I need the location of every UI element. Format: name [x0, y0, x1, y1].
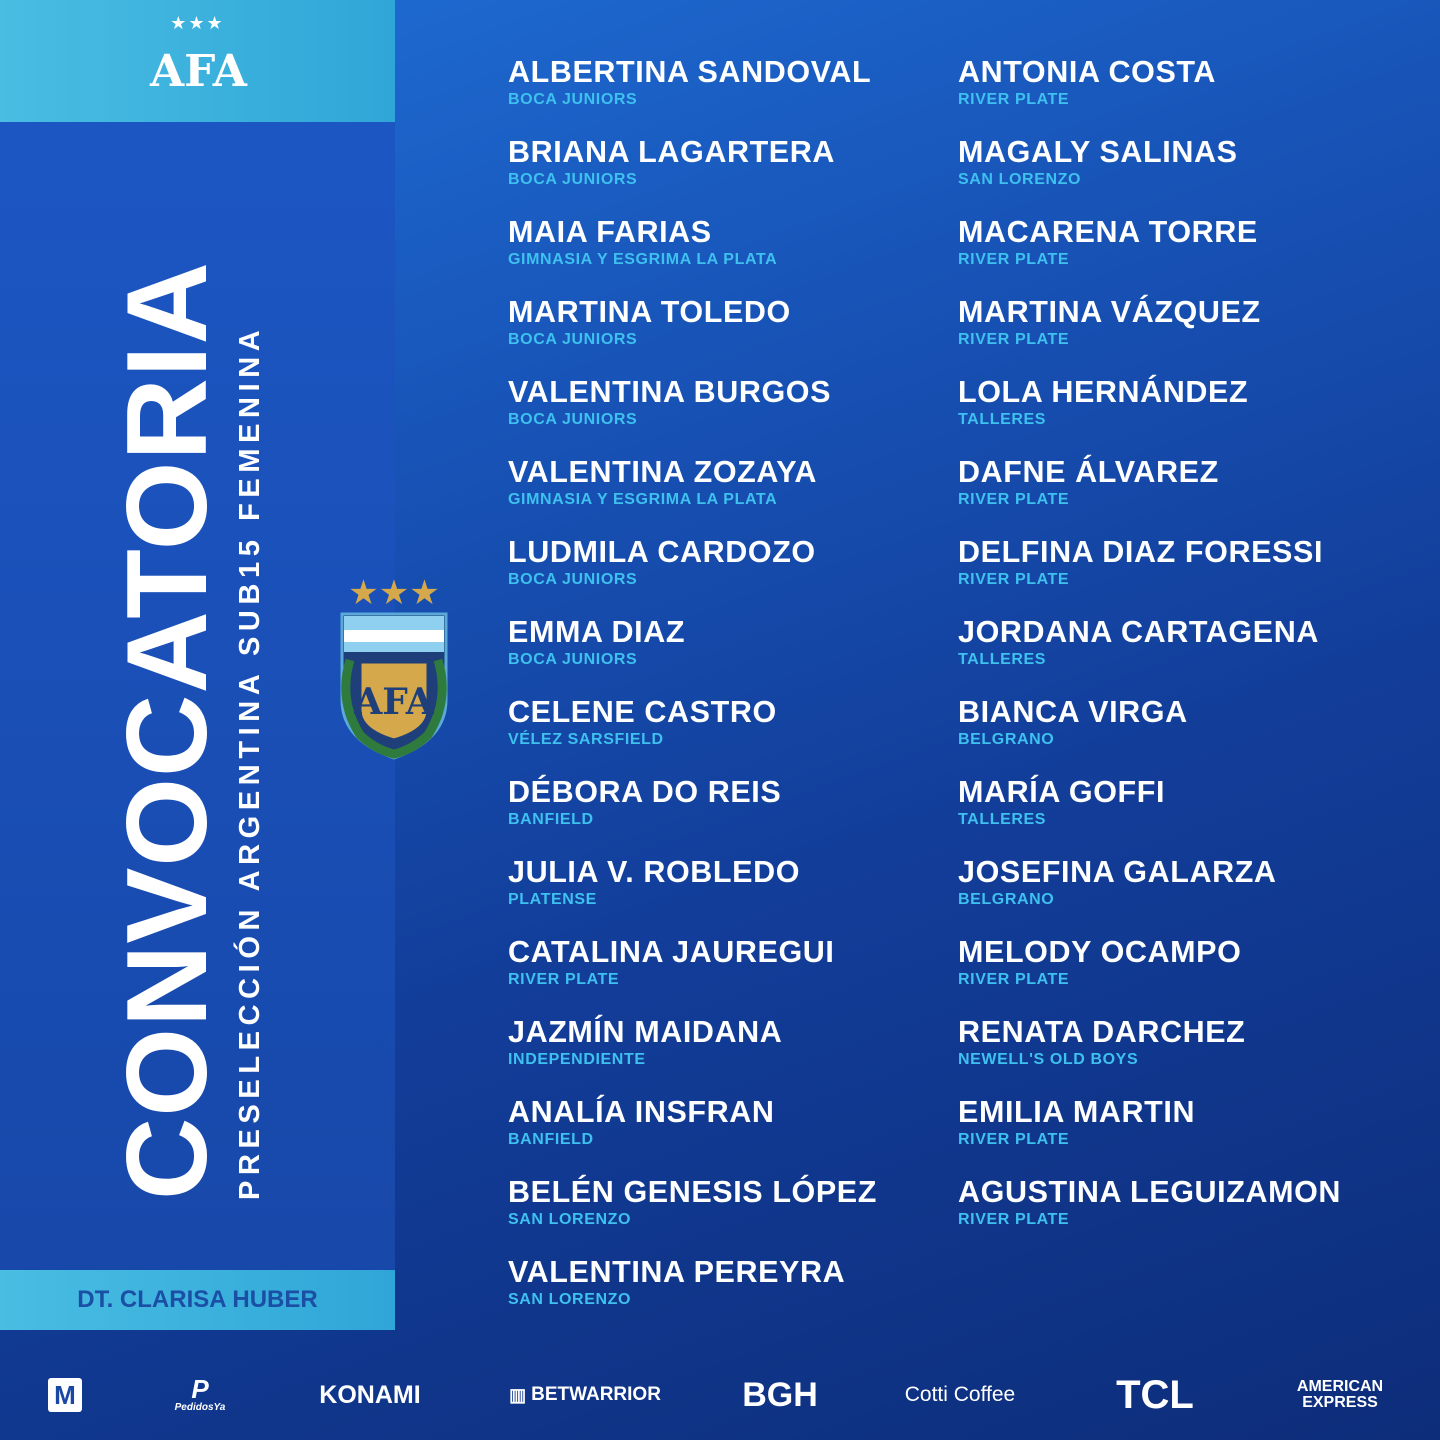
- player-club: NEWELL'S OLD BOYS: [958, 1051, 1139, 1068]
- player-club: RIVER PLATE: [958, 971, 1070, 988]
- player-name: ANALÍA INSFRAN: [508, 1095, 775, 1129]
- player-club: SAN LORENZO: [508, 1291, 632, 1308]
- player-club: BOCA JUNIORS: [508, 91, 638, 108]
- player-club: GIMNASIA Y ESGRIMA LA PLATA: [508, 251, 778, 268]
- player-name: MAGALY SALINAS: [958, 135, 1238, 169]
- sponsor-tcl: TCL: [1116, 1372, 1194, 1417]
- coach-label: DT. CLARISA HUBER: [77, 1286, 318, 1313]
- player-entry: [958, 774, 1341, 854]
- player-club: RIVER PLATE: [958, 571, 1070, 588]
- player-name: BIANCA VIRGA: [958, 695, 1188, 729]
- player-entry: [508, 854, 877, 934]
- player-club: BOCA JUNIORS: [508, 171, 638, 188]
- player-club: RIVER PLATE: [958, 331, 1070, 348]
- player-entry: [958, 534, 1341, 614]
- player-name: CELENE CASTRO: [508, 695, 777, 729]
- player-name: MARÍA GOFFI: [958, 775, 1166, 809]
- player-name: MACARENA TORRE: [958, 215, 1258, 249]
- player-club: SAN LORENZO: [508, 1211, 632, 1228]
- player-name: ALBERTINA SANDOVAL: [508, 55, 872, 89]
- player-entry: [958, 294, 1341, 374]
- player-entry: [508, 54, 877, 134]
- player-entry: [508, 774, 877, 854]
- player-entry: [958, 1094, 1341, 1174]
- player-entry: [958, 374, 1341, 454]
- player-name: MELODY OCAMPO: [958, 935, 1242, 969]
- player-club: BANFIELD: [508, 1131, 594, 1148]
- player-entry: [958, 214, 1341, 294]
- sponsor-american-express: [1280, 1350, 1400, 1440]
- player-club: RIVER PLATE: [958, 1131, 1070, 1148]
- player-club: RIVER PLATE: [958, 91, 1070, 108]
- player-name: MAIA FARIAS: [508, 215, 712, 249]
- player-entry: [508, 374, 877, 454]
- player-club: GIMNASIA Y ESGRIMA LA PLATA: [508, 491, 778, 508]
- page-title: CONVOCATORIA: [104, 261, 231, 1200]
- player-name: VALENTINA PEREYRA: [508, 1255, 846, 1289]
- player-club: BOCA JUNIORS: [508, 571, 638, 588]
- player-club: RIVER PLATE: [958, 1211, 1070, 1228]
- player-entry: [958, 54, 1341, 134]
- afa-logo-text: AFA: [150, 46, 247, 97]
- player-name: BRIANA LAGARTERA: [508, 135, 836, 169]
- player-entry: [508, 1254, 877, 1334]
- player-name: VALENTINA BURGOS: [508, 375, 832, 409]
- player-entry: [958, 614, 1341, 694]
- sponsor-bgh: BGH: [742, 1375, 818, 1414]
- player-name: DÉBORA DO REIS: [508, 775, 782, 809]
- player-entry: [958, 694, 1341, 774]
- player-entry: [958, 1014, 1341, 1094]
- player-name: RENATA DARCHEZ: [958, 1015, 1246, 1049]
- player-entry: [958, 1174, 1341, 1254]
- crest-stars: ★★★: [348, 573, 440, 613]
- mcdonalds-logo-icon: M: [48, 1378, 82, 1412]
- pedidosya-mark-icon: P: [191, 1374, 209, 1404]
- amex-line-1: AMERICAN: [1296, 1378, 1384, 1395]
- player-entry: [958, 934, 1341, 1014]
- player-entry: [508, 614, 877, 694]
- betwarrior-logo-icon: ▥: [509, 1384, 527, 1405]
- player-club: RIVER PLATE: [508, 971, 620, 988]
- player-entry: [958, 134, 1341, 214]
- player-name: JULIA V. ROBLEDO: [508, 855, 801, 889]
- sponsor-konami: KONAMI: [319, 1380, 421, 1409]
- player-name: VALENTINA ZOZAYA: [508, 455, 817, 489]
- crest-text: AFA: [354, 681, 434, 723]
- player-name: AGUSTINA LEGUIZAMON: [958, 1175, 1342, 1209]
- afa-crest: [330, 570, 458, 765]
- player-club: INDEPENDIENTE: [508, 1051, 646, 1068]
- player-name: JORDANA CARTAGENA: [958, 615, 1319, 649]
- player-name: ANTONIA COSTA: [958, 55, 1217, 89]
- player-name: JOSEFINA GALARZA: [958, 855, 1277, 889]
- player-entry: [508, 214, 877, 294]
- sponsor-betwarrior: [500, 1350, 670, 1440]
- player-entry: [508, 134, 877, 214]
- player-name: LOLA HERNÁNDEZ: [958, 375, 1249, 409]
- player-club: BELGRANO: [958, 731, 1055, 748]
- player-club: VÉLEZ SARSFIELD: [508, 731, 664, 748]
- sponsor-pedidosya: [150, 1350, 250, 1440]
- player-club: PLATENSE: [508, 891, 597, 908]
- player-name: DAFNE ÁLVAREZ: [958, 455, 1219, 489]
- players-column-right: [958, 54, 1341, 1254]
- players-column-left: [508, 54, 877, 1334]
- player-name: DELFINA DIAZ FORESSI: [958, 535, 1324, 569]
- sidebar-top-band: [0, 0, 395, 122]
- player-entry: [508, 1094, 877, 1174]
- coach-bar: [0, 1270, 395, 1330]
- player-club: BOCA JUNIORS: [508, 331, 638, 348]
- player-club: BOCA JUNIORS: [508, 411, 638, 428]
- player-entry: [508, 1014, 877, 1094]
- player-entry: [508, 694, 877, 774]
- betwarrior-label: BETWARRIOR: [531, 1384, 661, 1405]
- player-entry: [508, 294, 877, 374]
- player-entry: [508, 454, 877, 534]
- player-name: LUDMILA CARDOZO: [508, 535, 816, 569]
- player-name: JAZMÍN MAIDANA: [508, 1015, 783, 1049]
- player-entry: [508, 534, 877, 614]
- player-club: SAN LORENZO: [958, 171, 1082, 188]
- player-club: RIVER PLATE: [958, 251, 1070, 268]
- player-club: TALLERES: [958, 651, 1047, 668]
- player-entry: [508, 1174, 877, 1254]
- player-name: BELÉN GENESIS LÓPEZ: [508, 1175, 877, 1209]
- player-club: BELGRANO: [958, 891, 1055, 908]
- player-name: EMMA DIAZ: [508, 615, 686, 649]
- sponsor-mcdonalds: [40, 1350, 90, 1440]
- player-club: BANFIELD: [508, 811, 594, 828]
- sponsor-cotti-coffee: Cotti Coffee: [904, 1383, 1016, 1406]
- sponsors-bar: [0, 1350, 1440, 1440]
- player-entry: [958, 854, 1341, 934]
- player-name: EMILIA MARTIN: [958, 1095, 1196, 1129]
- player-club: TALLERES: [958, 411, 1047, 428]
- afa-logo-stars: ★★★: [170, 13, 225, 34]
- player-club: TALLERES: [958, 811, 1047, 828]
- player-name: MARTINA VÁZQUEZ: [958, 295, 1261, 329]
- player-entry: [508, 934, 877, 1014]
- player-entry: [958, 454, 1341, 534]
- afa-logo: [150, 14, 245, 110]
- player-name: CATALINA JAUREGUI: [508, 935, 835, 969]
- player-name: MARTINA TOLEDO: [508, 295, 791, 329]
- player-club: BOCA JUNIORS: [508, 651, 638, 668]
- player-club: RIVER PLATE: [958, 491, 1070, 508]
- amex-line-2: EXPRESS: [1302, 1394, 1378, 1411]
- page-subtitle: PRESELECCIÓN ARGENTINA SUB15 FEMENINA: [234, 324, 266, 1200]
- pedidosya-label: PedidosYa: [174, 1402, 226, 1413]
